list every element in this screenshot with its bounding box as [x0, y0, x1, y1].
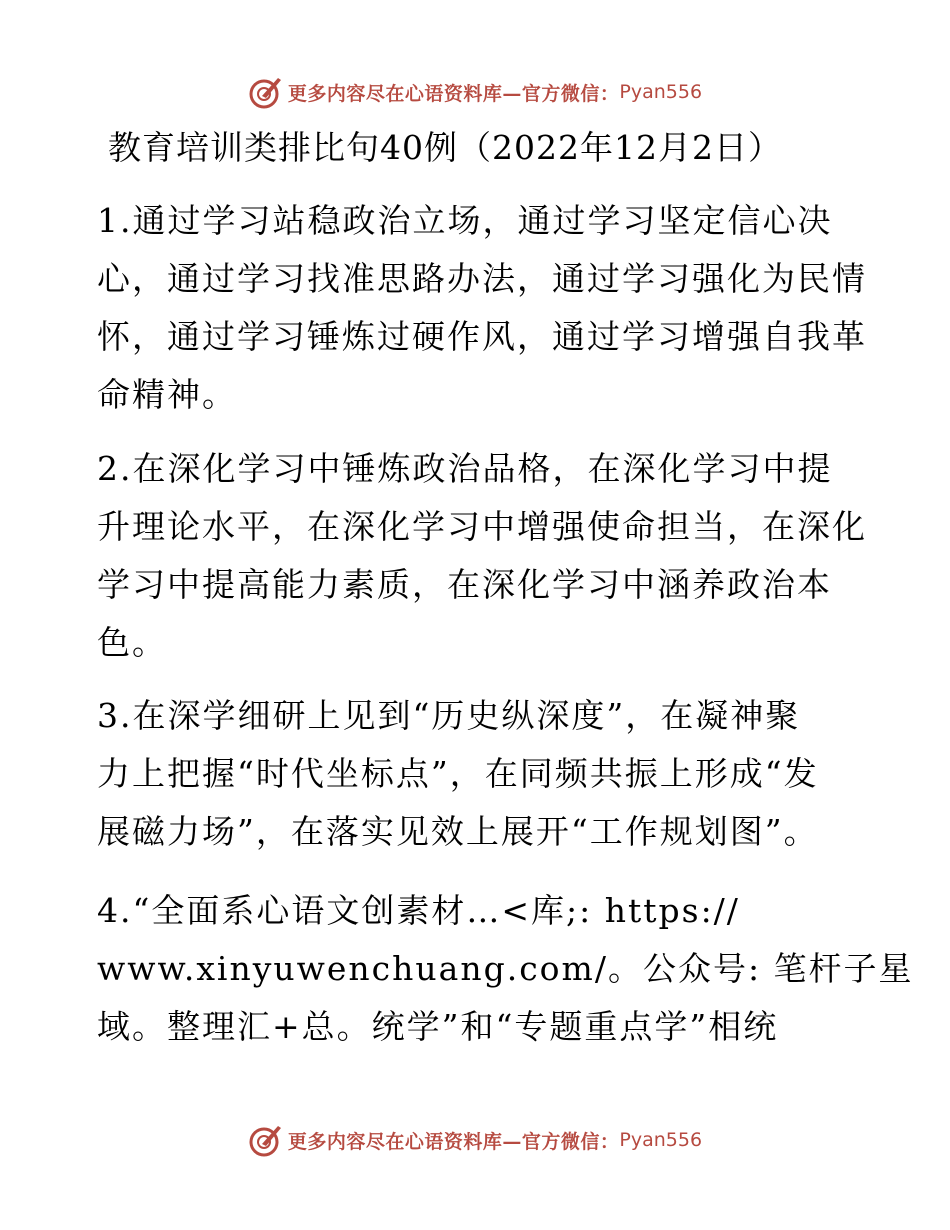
watermark-text: 更多内容尽在心语资料库—官方微信： — [287, 1130, 620, 1153]
text-line: 色。 — [97, 623, 167, 662]
text-line: 2.在深化学习中锤炼政治品格，在深化学习中提 — [97, 449, 833, 488]
footer-watermark — [0, 1120, 950, 1160]
header-watermark — [0, 72, 950, 112]
text-line: 怀，通过学习锤炼过硬作风，通过学习增强自我革 — [97, 317, 867, 356]
text-line: 1.通过学习站稳政治立场，通过学习坚定信心决 — [97, 201, 833, 240]
paragraph-4 — [97, 882, 914, 1056]
watermark-wechat-id: Pyan556 — [619, 1129, 703, 1151]
paragraph-2 — [97, 440, 867, 672]
text-line: 学习中提高能力素质，在深化学习中涵养政治本 — [97, 565, 832, 604]
text-line: 升理论水平，在深化学习中增强使命担当，在深化 — [97, 507, 867, 546]
text-line: 展磁力场”，在落实见效上展开“工作规划图”。 — [97, 812, 819, 851]
quill-logo-icon — [248, 74, 284, 110]
watermark-text: 更多内容尽在心语资料库—官方微信： — [287, 82, 620, 105]
quill-logo-icon — [248, 1122, 284, 1158]
paragraph-3 — [97, 687, 857, 861]
paragraph-1 — [97, 192, 867, 424]
text-line: 域。整理汇+总。统学”和“专题重点学”相统 — [97, 1007, 779, 1046]
text-line: 力上把握“时代坐标点”，在同频共振上形成“发 — [97, 754, 819, 793]
text-line: www.xinyuwenchuang.com/。公众号: 笔杆子星 — [97, 949, 914, 988]
text-line: 4.“全面系心语文创素材…<库;: https:// — [97, 891, 740, 930]
text-line: 3.在深学细研上见到“历史纵深度”，在凝神聚 — [97, 696, 801, 735]
watermark-wechat-id: Pyan556 — [619, 81, 703, 103]
document-title: 教育培训类排比句40例（2022年12月2日） — [108, 128, 782, 167]
text-line: 命精神。 — [97, 375, 237, 414]
text-line: 心，通过学习找准思路办法，通过学习强化为民情 — [97, 259, 867, 298]
